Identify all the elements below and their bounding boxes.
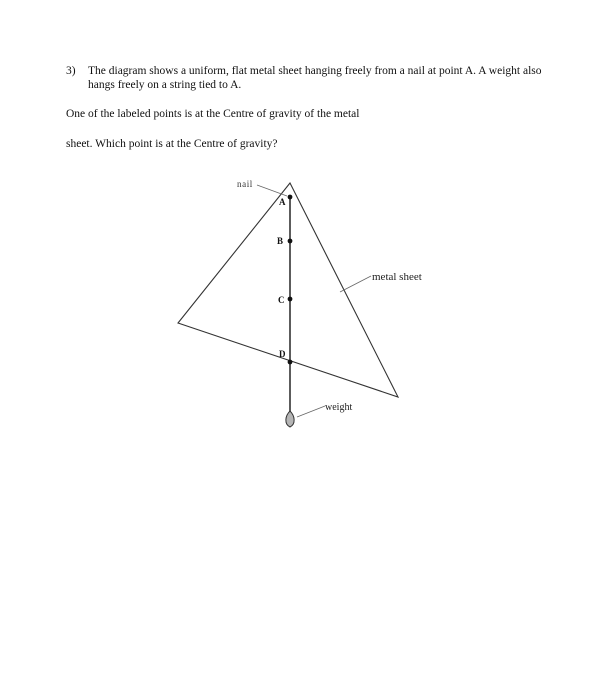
point-a-dot <box>288 195 293 200</box>
question-text: The diagram shows a uniform, flat metal sheet hanging freely from a nail at point A. A weight also hangs freely on a string tied to A. <box>88 65 542 91</box>
nail-label: nail <box>237 179 253 189</box>
question-paragraph-2: sheet. Which point is at the Centre of gravity? <box>66 138 278 150</box>
weight-label: weight <box>325 402 353 413</box>
nail-leader-line <box>257 185 287 196</box>
weight-leader-line <box>297 406 325 417</box>
point-d-dot <box>288 360 293 365</box>
point-b-dot <box>288 239 293 244</box>
point-a-label: A <box>279 197 286 207</box>
weight-bob <box>286 411 294 427</box>
point-c-dot <box>288 297 293 302</box>
question-number: 3) <box>66 65 76 77</box>
point-c-label: C <box>278 295 285 305</box>
metal-sheet-label: metal sheet <box>372 271 422 283</box>
point-b-label: B <box>277 236 284 246</box>
metal-sheet-triangle <box>178 183 398 397</box>
metal-sheet-leader-line <box>340 276 371 292</box>
point-d-label: D <box>279 349 286 359</box>
question-paragraph-1: One of the labeled points is at the Centre of gravity of the metal <box>66 108 360 120</box>
